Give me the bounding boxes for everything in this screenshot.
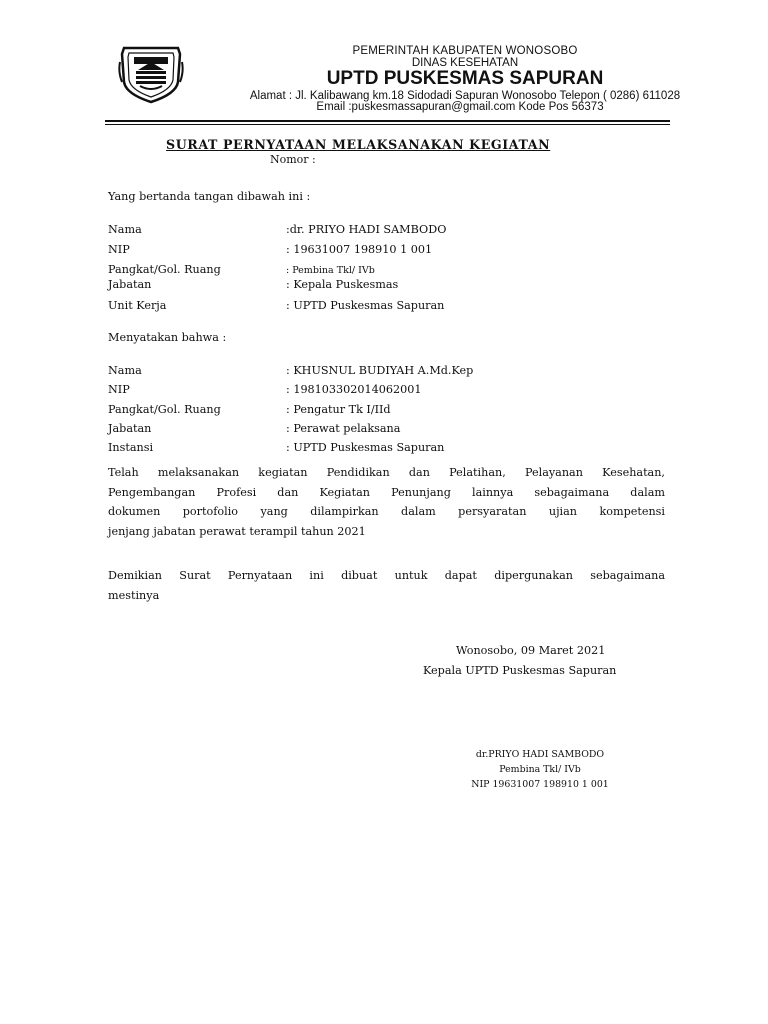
subject-name-label: Nama xyxy=(108,364,142,377)
body-paragraph xyxy=(108,463,665,541)
header-divider-thin xyxy=(105,124,670,125)
subject-name-value: : KHUSNUL BUDIYAH A.Md.Kep xyxy=(286,364,474,377)
regency-crest-icon xyxy=(118,42,184,104)
signer-rank-label: Pangkat/Gol. Ruang xyxy=(108,263,221,276)
subject-agency-label: Instansi xyxy=(108,441,154,454)
document-number: Nomor : xyxy=(270,153,316,166)
closing-line: mestinya xyxy=(108,588,160,602)
subject-position-value: : Perawat pelaksana xyxy=(286,422,401,435)
signer-position-value: : Kepala Puskesmas xyxy=(286,278,399,291)
body-line: Telah melaksanakan kegiatan Pendidikan dan Pelatihan, Pelayanan Kesehatan, xyxy=(108,466,665,479)
signer-nip-label: NIP xyxy=(108,243,130,256)
signer-unit-label: Unit Kerja xyxy=(108,299,167,312)
declares-text: Menyatakan bahwa : xyxy=(108,331,227,344)
signature-rank: Pembina Tkl/ IVb xyxy=(499,764,581,775)
document-title: SURAT PERNYATAAN MELAKSANAKAN KEGIATAN xyxy=(166,137,551,152)
letterhead-email: Email :puskesmassapuran@gmail.com Kode Pos 56373 xyxy=(316,101,604,113)
subject-nip-value: : 198103302014062001 xyxy=(286,383,422,396)
signer-name-label: Nama xyxy=(108,223,142,236)
letterhead-department: DINAS KESEHATAN xyxy=(411,57,519,69)
subject-position-label: Jabatan xyxy=(108,422,152,435)
subject-rank-value: : Pengatur Tk I/IId xyxy=(286,403,391,416)
header-divider-thick xyxy=(105,120,670,122)
letterhead-address: Alamat : Jl. Kalibawang km.18 Sidodadi Sapuran Wonosobo Telepon ( 0286) 611028 xyxy=(249,90,681,102)
letterhead-government: PEMERINTAH KABUPATEN WONOSOBO xyxy=(352,45,578,57)
subject-nip-label: NIP xyxy=(108,383,130,396)
body-line: Pengembangan Profesi dan Kegiatan Penunjang lainnya sebagaimana dalam xyxy=(108,485,665,499)
signer-title: Kepala UPTD Puskesmas Sapuran xyxy=(423,664,617,677)
place-date: Wonosobo, 09 Maret 2021 xyxy=(456,644,606,657)
closing-paragraph xyxy=(108,566,665,605)
signer-position-label: Jabatan xyxy=(108,278,152,291)
signer-name-value: :dr. PRIYO HADI SAMBODO xyxy=(286,223,447,236)
signer-nip-value: : 19631007 198910 1 001 xyxy=(286,243,433,256)
signer-rank-value: : Pembina Tkl/ IVb xyxy=(286,265,375,276)
signature-nip: NIP 19631007 198910 1 001 xyxy=(471,779,609,790)
subject-agency-value: : UPTD Puskesmas Sapuran xyxy=(286,441,445,454)
letterhead-org-name: UPTD PUSKESMAS SAPURAN xyxy=(326,68,604,89)
signature-name: dr.PRIYO HADI SAMBODO xyxy=(475,749,605,760)
body-line: dokumen portofolio yang dilampirkan dalam persyaratan ujian kompetensi xyxy=(108,505,665,518)
intro-text: Yang bertanda tangan dibawah ini : xyxy=(108,190,311,203)
subject-rank-label: Pangkat/Gol. Ruang xyxy=(108,403,221,416)
closing-line: Demikian Surat Pernyataan ini dibuat untuk dapat dipergunakan sebagaimana xyxy=(108,569,665,582)
body-line: jenjang jabatan perawat terampil tahun 2021 xyxy=(108,524,366,538)
signer-unit-value: : UPTD Puskesmas Sapuran xyxy=(286,299,445,312)
